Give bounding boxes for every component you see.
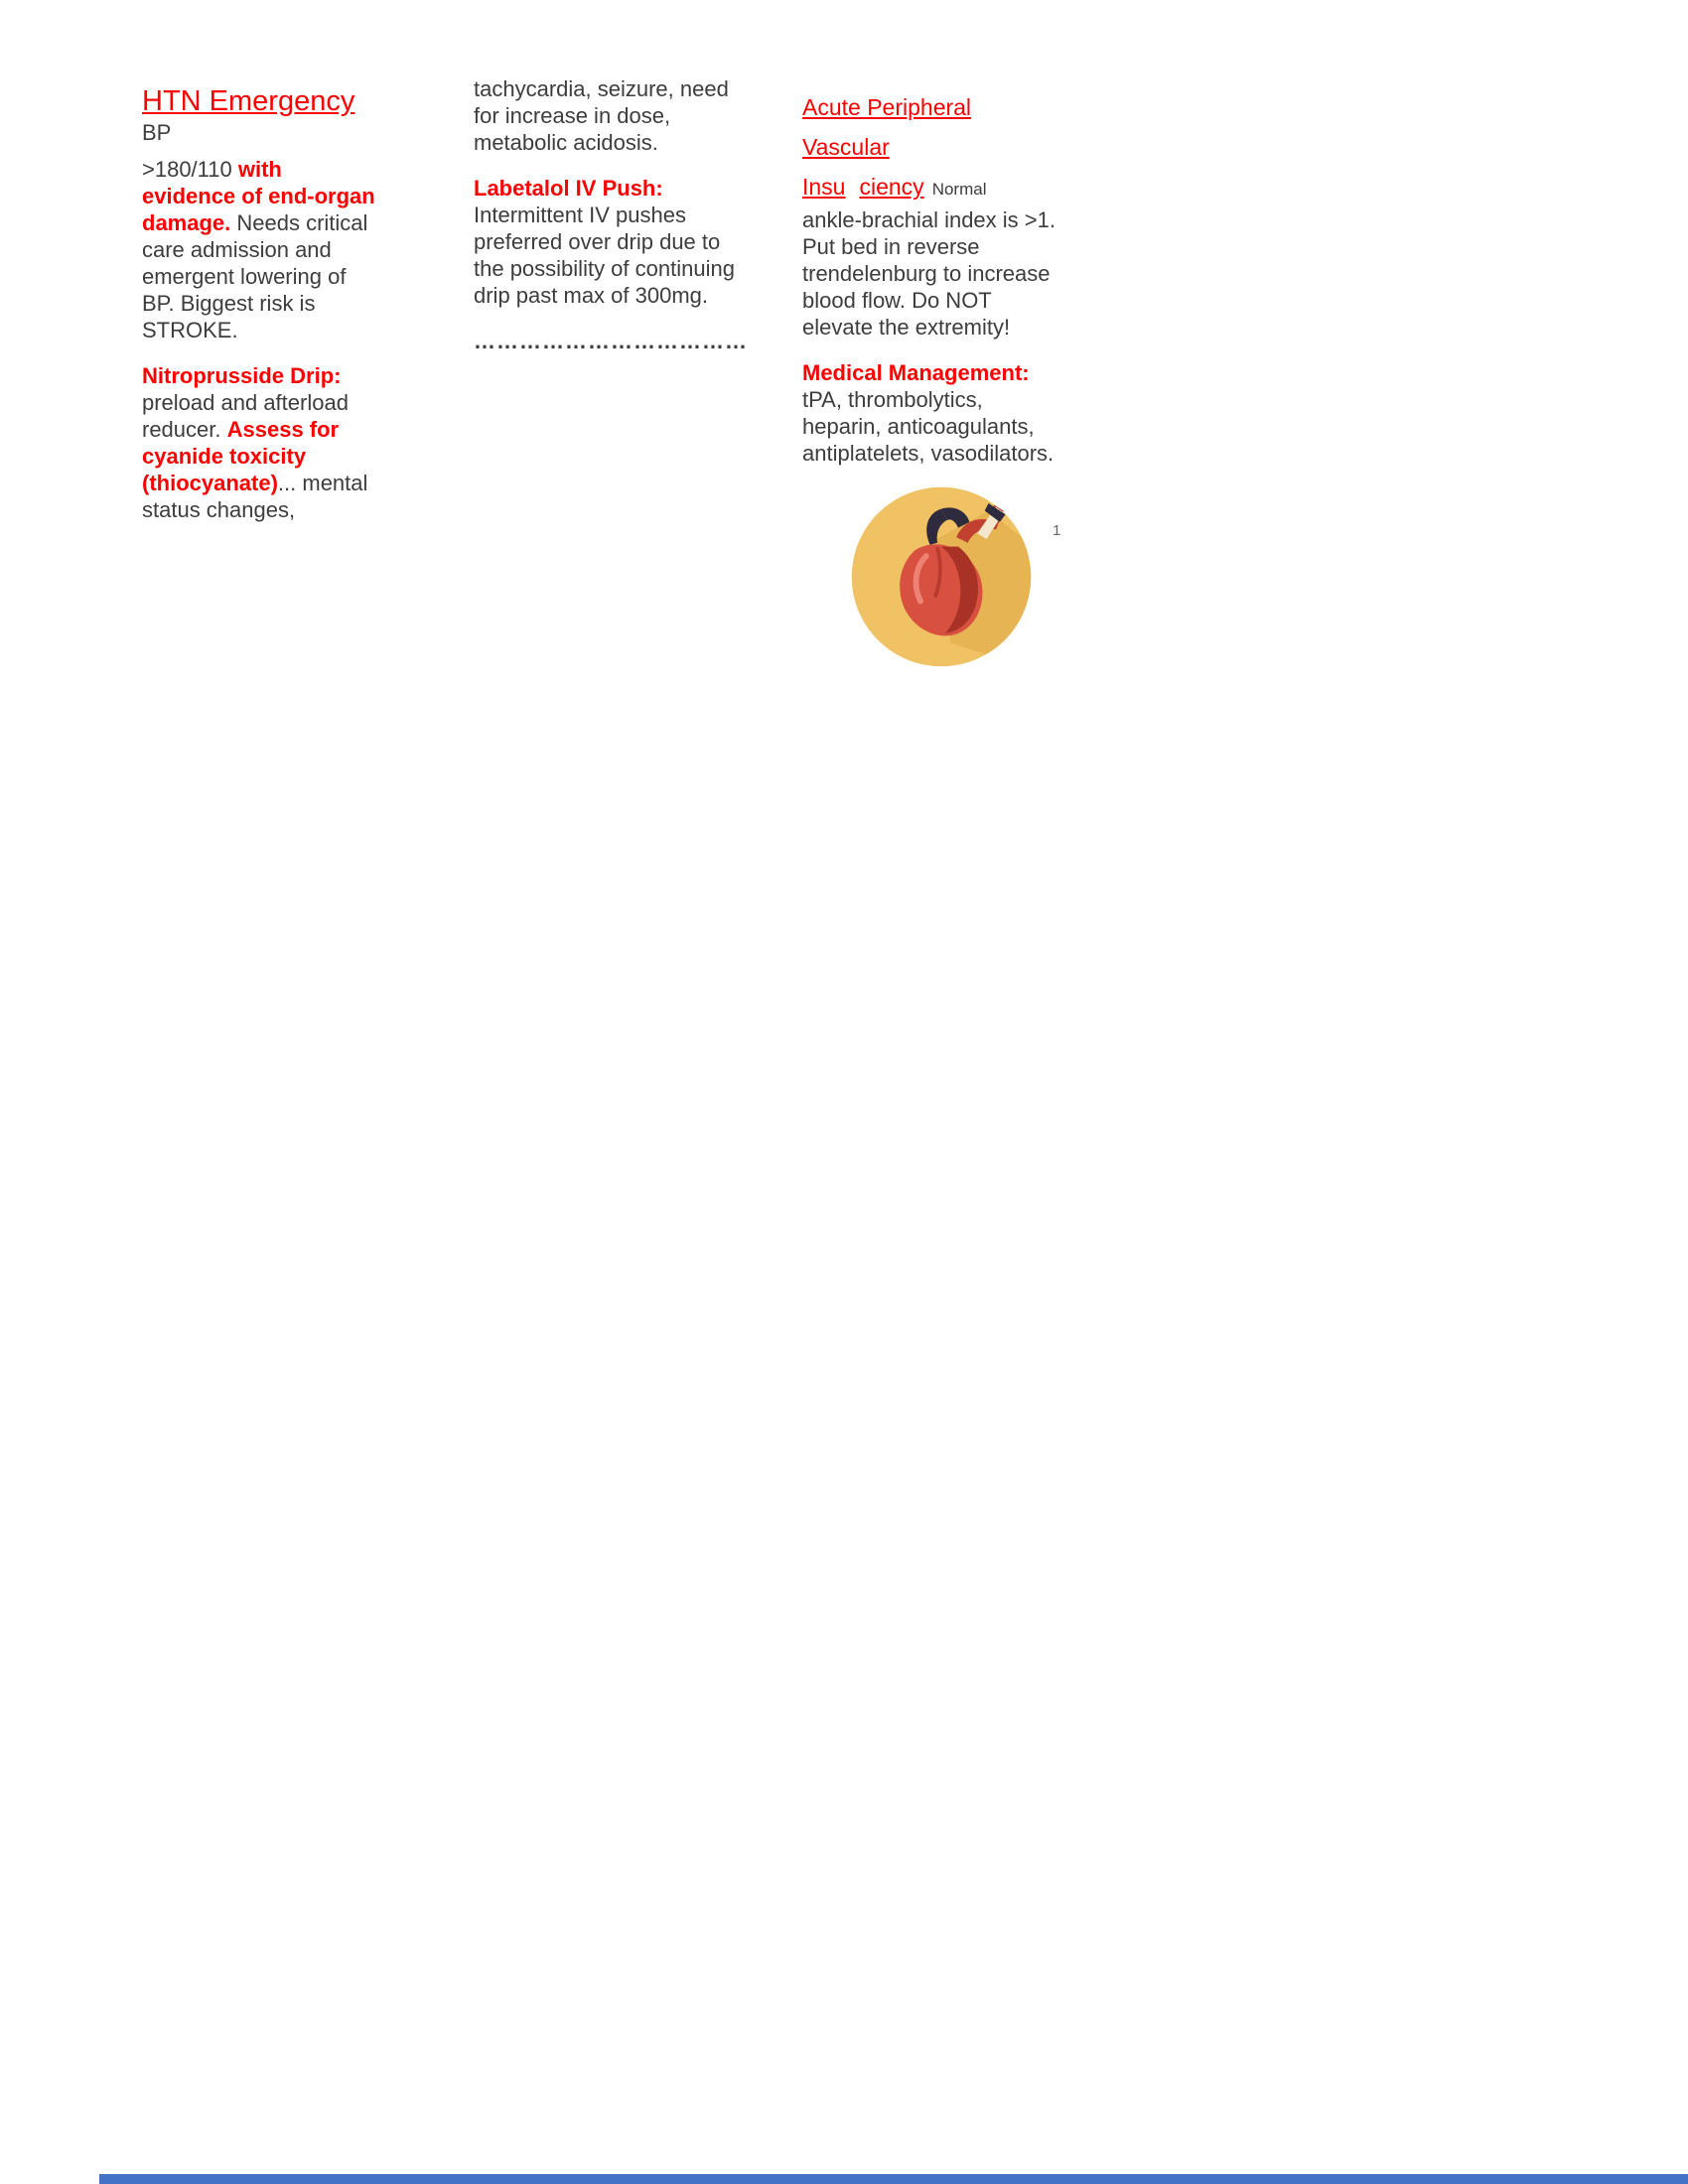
heading-insu-part: Insu	[802, 174, 846, 200]
heading-apv-line2	[802, 167, 1055, 206]
text-cyanide-toxicity: Assess for cyanide toxicity (thiocyanate)	[142, 417, 340, 495]
heading-htn-emergency-text: HTN Emergency	[142, 85, 355, 117]
heart-icon	[847, 482, 1036, 671]
text-management-body: tPA, thrombolytics, heparin, anticoagulants, antiplatelets, vasodilators.	[802, 387, 1055, 466]
heading-ciency-part: ciency	[859, 174, 924, 200]
heading-htn-emergency	[142, 83, 380, 146]
heart-illustration	[847, 482, 1036, 671]
heading-bp-suffix: BP	[142, 120, 172, 145]
paragraph-htn-intro	[142, 156, 380, 343]
heading-nitroprusside-drip: Nitroprusside Drip:	[142, 363, 342, 388]
heading-apv-line1: Acute Peripheral Vascular	[802, 94, 972, 160]
paragraph-labetalol	[474, 175, 737, 309]
paragraph-nitroprusside-continued	[474, 75, 737, 156]
text-preload-afterload: preload and afterload reducer.	[142, 390, 349, 442]
heading-labetalol-iv-push: Labetalol IV Push:	[474, 176, 663, 201]
text-tachycardia-seizure: tachycardia, seizure, need for increase in dose, metabolic acidosis.	[474, 76, 729, 155]
paragraph-ankle-brachial	[802, 206, 1055, 341]
heading-acute-peripheral-vascular	[802, 87, 1055, 206]
column-1	[142, 83, 380, 542]
text-end-organ-damage: with evidence of end-organ damage.	[142, 157, 375, 235]
paragraph-nitroprusside	[142, 362, 380, 523]
text-ankle-brachial: ankle-brachial index is >1. Put bed in reverse trendelenburg to increase blood flow. Do NOT elevate the extremity!	[802, 207, 1055, 340]
text-critical-care: Needs critical care admission and emergent lowering of BP. Biggest risk is STROKE.	[142, 210, 368, 342]
heading-medical-management: Medical Management:	[802, 360, 1030, 385]
text-labetalol-body: Intermittent IV pushes preferred over drip due to the possibility of continuing drip past max of 300mg.	[474, 203, 735, 308]
text-mental-status: ... mental status changes,	[142, 471, 368, 522]
paragraph-medical-management	[802, 359, 1055, 467]
text-bp-threshold: >180/110	[142, 157, 238, 182]
footer-bar	[99, 2174, 1688, 2184]
footnote-marker: 1	[1053, 522, 1061, 539]
column-2	[474, 75, 748, 373]
dotted-divider: ………………………………	[474, 329, 748, 353]
text-normal-note: Normal	[931, 180, 987, 199]
column-3	[802, 87, 1055, 485]
